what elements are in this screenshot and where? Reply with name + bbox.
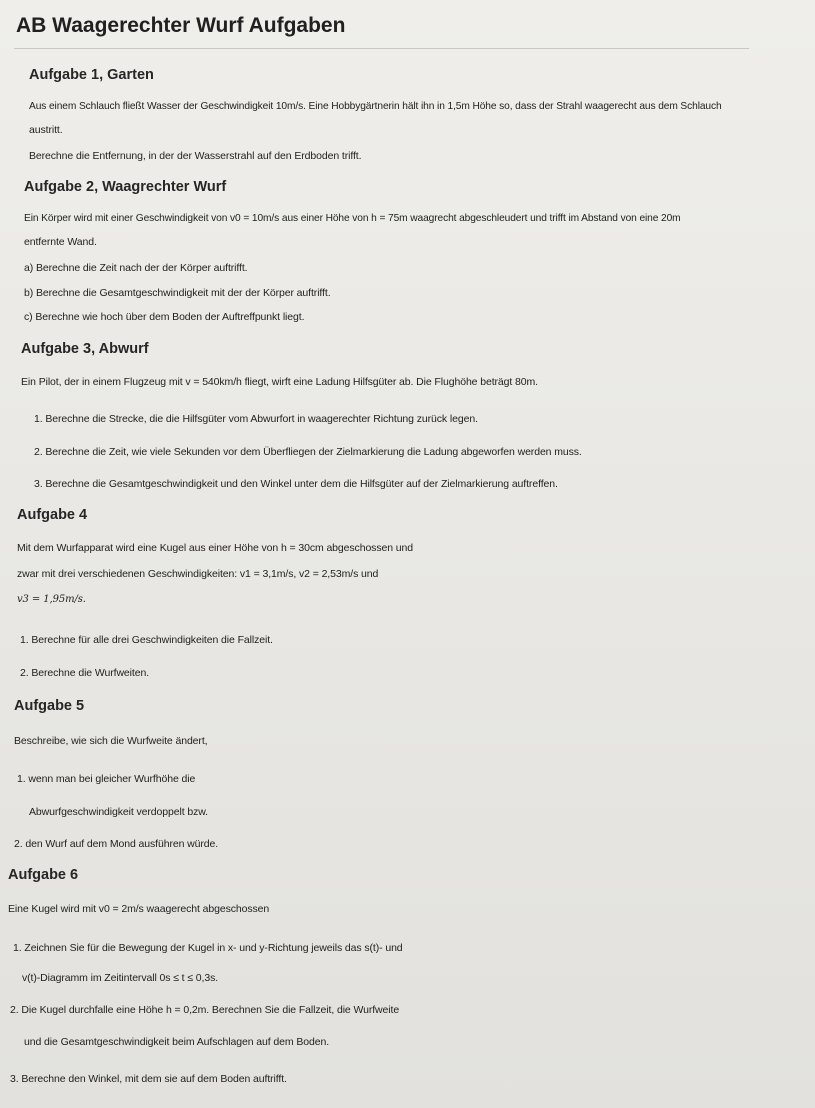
page-title: AB Waagerechter Wurf Aufgaben (16, 14, 346, 37)
task6-item-2b: und die Gesamtgeschwindigkeit beim Aufschlagen auf dem Boden. (24, 1036, 330, 1048)
task4-item-2: 2. Berechne die Wurfweiten. (20, 667, 150, 679)
task5-intro: Beschreibe, wie sich die Wurfweite ändert, (14, 735, 208, 747)
task2-line2: entfernte Wand. (24, 236, 97, 248)
task5-item-1b: Abwurfgeschwindigkeit verdoppelt bzw. (29, 806, 208, 818)
task3-item-1: 1. Berechne die Strecke, die die Hilfsgüter vom Abwurfort in waagerechter Richtung zurück legen. (34, 413, 478, 425)
task5-item-1a: 1. wenn man bei gleicher Wurfhöhe die (17, 773, 196, 785)
task3-item-3: 3. Berechne die Gesamtgeschwindigkeit und den Winkel unter dem die Hilfsgüter auf der Zielmarkierung auftreffen. (34, 478, 558, 490)
task2-line1: Ein Körper wird mit einer Geschwindigkeit von v0 = 10m/s aus einer Höhe von h = 75m waagrecht abgeschleudert und trifft im Abstand von eine 20m (24, 213, 681, 224)
task3-heading: Aufgabe 3, Abwurf (21, 341, 149, 357)
task2-part-b: b) Berechne die Gesamtgeschwindigkeit mit der der Körper auftrifft. (24, 287, 331, 299)
task5-item-2: 2. den Wurf auf dem Mond ausführen würde. (14, 838, 219, 850)
task1-heading: Aufgabe 1, Garten (29, 67, 154, 83)
task4-line2: zwar mit drei verschiedenen Geschwindigkeiten: v1 = 3,1m/s, v2 = 2,53m/s und (17, 568, 379, 580)
task2-part-a: a) Berechne die Zeit nach der der Körper auftrifft. (24, 262, 248, 274)
task4-line1: Mit dem Wurfapparat wird eine Kugel aus einer Höhe von h = 30cm abgeschossen und (17, 542, 413, 554)
title-divider (14, 48, 749, 49)
task1-line2: austritt. (29, 124, 63, 136)
task3-intro: Ein Pilot, der in einem Flugzeug mit v = 540km/h fliegt, wirft eine Ladung Hilfsgüter ab. Die Flughöhe beträgt 80m. (21, 376, 538, 388)
task6-intro: Eine Kugel wird mit v0 = 2m/s waagerecht abgeschossen (8, 903, 270, 915)
task6-item-1a: 1. Zeichnen Sie für die Bewegung der Kugel in x- und y-Richtung jeweils das s(t)- und (13, 942, 403, 954)
task4-line3: v3 = 1,95m/s. (17, 594, 86, 605)
task6-item-2a: 2. Die Kugel durchfalle eine Höhe h = 0,2m. Berechnen Sie die Fallzeit, die Wurfweite (10, 1004, 400, 1016)
task6-item-3: 3. Berechne den Winkel, mit dem sie auf dem Boden auftrifft. (10, 1073, 287, 1085)
task6-item-1b: v(t)-Diagramm im Zeitintervall 0s ≤ t ≤ 0,3s. (22, 972, 219, 984)
task3-item-2: 2. Berechne die Zeit, wie viele Sekunden vor dem Überfliegen der Zielmarkierung die Ladung abgeworfen werden muss. (34, 446, 582, 458)
task4-item-1: 1. Berechne für alle drei Geschwindigkeiten die Fallzeit. (20, 634, 273, 646)
task4-heading: Aufgabe 4 (17, 507, 88, 523)
task1-question: Berechne die Entfernung, in der der Wasserstrahl auf den Erdboden trifft. (29, 150, 362, 162)
task1-line1: Aus einem Schlauch fließt Wasser der Geschwindigkeit 10m/s. Eine Hobbygärtnerin hält ihn in 1,5m Höhe so, dass der Strahl waagerecht aus dem Schlauch (29, 101, 722, 112)
task6-heading: Aufgabe 6 (8, 867, 79, 883)
task2-part-c: c) Berechne wie hoch über dem Boden der Auftreffpunkt liegt. (24, 311, 305, 323)
task2-heading: Aufgabe 2, Waagrechter Wurf (24, 179, 227, 195)
task5-heading: Aufgabe 5 (14, 698, 85, 714)
